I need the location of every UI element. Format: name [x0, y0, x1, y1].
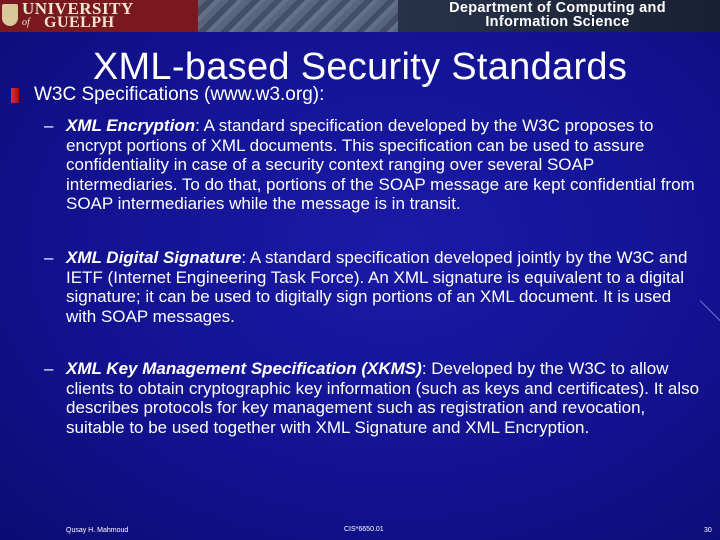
sub-bullet-xkms	[44, 359, 704, 437]
term-xml-encryption: XML Encryption	[66, 116, 196, 135]
dash-icon: –	[44, 248, 54, 267]
sub-bullet-body	[66, 116, 704, 214]
logo-of-text: of	[22, 17, 30, 28]
bullet-icon	[11, 88, 19, 103]
term-xkms: XML Key Management Specification (XKMS)	[66, 359, 422, 378]
sub-bullet-xml-encryption	[44, 116, 704, 214]
description-xml-digital-signature: : A standard specification developed jointly by the W3C and IETF (Internet Engineering Task Force). An XML signature is equivalent to a digital signature; it can be used to digitally sign portions of an XML document. It is used with SOAP messages.	[66, 248, 688, 326]
sub-bullet-body	[66, 359, 704, 437]
crest-icon	[2, 4, 18, 26]
dash-icon: –	[44, 359, 54, 378]
header-banner	[0, 0, 720, 32]
description-xkms: : Developed by the W3C to allow clients to obtain cryptographic key information (such as keys and certificates). It also describes protocols for key management such as registration and revocation, suitable to be used together with XML Signature and XML Encryption.	[66, 359, 700, 437]
department-name-line2: Information Science	[485, 14, 630, 30]
sub-bullet-body	[66, 248, 704, 326]
banner-photo	[198, 0, 398, 32]
description-xml-encryption: : A standard specification developed by the W3C proposes to encrypt portions of XML documents. This specification can be used to assure confidentiality in case of a security context ranging over several SOAP intermediaries. To do that, portions of the SOAP message are kept confidential from SOAP intermediaries while the message is in transit.	[66, 116, 695, 214]
logo-guelph-text: GUELPH	[44, 14, 115, 31]
sub-bullet-xml-digital-signature	[44, 248, 704, 326]
bullet-text: W3C Specifications (www.w3.org):	[34, 84, 325, 105]
logo-university-text: UNIVERSITY	[22, 0, 134, 18]
department-name-line1: Department of Computing and	[449, 0, 666, 16]
term-xml-digital-signature: XML Digital Signature	[66, 248, 242, 267]
footer-author: Qusay H. Mahmoud	[66, 527, 129, 534]
dash-icon: –	[44, 116, 54, 135]
university-logo	[0, 0, 198, 32]
slide-title: XML-based Security Standards	[92, 46, 628, 88]
footer-page-number: 30	[704, 527, 712, 534]
footer-course: CIS*6650.01	[344, 526, 384, 533]
